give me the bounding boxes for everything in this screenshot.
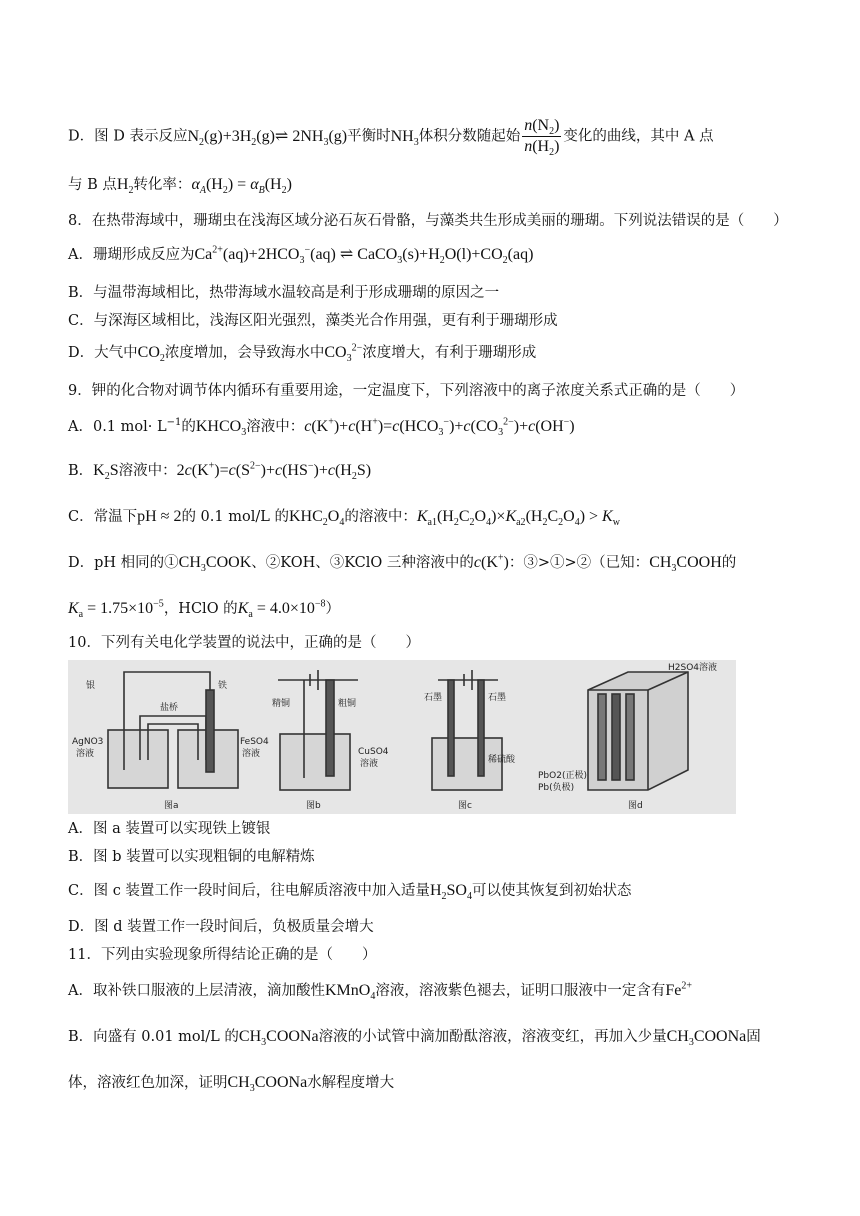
q10-option-d: D．图 d 装置工作一段时间后，负极质量会增大 bbox=[68, 919, 374, 935]
fig-c-solution: 稀硫酸 bbox=[488, 755, 516, 765]
text: 转化率： bbox=[133, 177, 192, 193]
text: 可以使其恢复到初始状态 bbox=[471, 883, 632, 899]
fig-a-right-solution-2: 溶液 bbox=[242, 749, 261, 759]
fig-d-neg-label: Pb(负极) bbox=[538, 783, 575, 793]
text: D．图 D 表示反应 bbox=[68, 128, 188, 145]
q8-option-d: D．大气中$CO_2$浓度增加，会导致海水中$CO_3^{2-}$浓度增大，有利于珊瑚形成 bbox=[68, 342, 537, 365]
text: ） bbox=[325, 601, 340, 617]
q10-option-b: B．图 b 装置可以实现粗铜的电解精炼 bbox=[68, 849, 315, 865]
fig-b-crude-cu-label: 粗铜 bbox=[338, 699, 357, 709]
fig-c-caption: 图c bbox=[458, 801, 472, 811]
text: 浓度增加，会导致海水中 bbox=[164, 345, 325, 361]
q7-option-d-line1: D．图 D 表示反应$N_2(g)+3H_2(g)\rightleftharpoons$ $2NH_3(g)$平衡时$NH_3$体积分数随起始 $\frac{n(N_2)}{n(H_2)}$ 变化的曲线，其中 A 点 bbox=[68, 117, 714, 159]
text: 溶液中： bbox=[118, 463, 177, 479]
text: A．0.1 mol· L bbox=[68, 419, 167, 435]
fig-d-caption: 图d bbox=[628, 801, 643, 811]
fig-b-solution: CuSO4 bbox=[358, 747, 389, 757]
text: 与 B 点 bbox=[68, 177, 117, 193]
apparatus-diagram bbox=[68, 660, 736, 814]
text: ：③>①>②（已知： bbox=[508, 555, 650, 571]
q10-option-a: A．图 a 装置可以实现铁上镀银 bbox=[68, 821, 271, 837]
q10-option-c: C．图 c 装置工作一段时间后，往电解质溶液中加入适量$H_2SO_4$可以使其恢复到初始状态 bbox=[68, 882, 632, 903]
fig-b-solution-2: 溶液 bbox=[360, 759, 379, 769]
text: C．常温下 bbox=[68, 509, 138, 525]
q11-option-b-line1: B．向盛有 0.01 mol/L 的$CH_3COONa$溶液的小试管中滴加酚酞溶液，溶液变红，再加入少量$CH_3COONa$固 bbox=[68, 1028, 761, 1049]
text: D．大气中 bbox=[68, 345, 138, 361]
text: B． bbox=[68, 463, 94, 479]
fig-c-left-label: 石墨 bbox=[424, 693, 443, 703]
text: 溶液，溶液紫色褪去，证明口服液中一定含有 bbox=[375, 983, 666, 999]
question-8-stem: 8．在热带海域中，珊瑚虫在浅海区域分泌石灰石骨骼，与藻类共生形成美丽的珊瑚。下列说法错误的是（ ） bbox=[68, 213, 788, 229]
text: C．图 c 装置工作一段时间后，往电解质溶液中加入适量 bbox=[68, 883, 430, 899]
text: 水解程度增大 bbox=[307, 1075, 395, 1091]
ratio-fraction: $\frac{n(N_2)}{n(H_2)}$ bbox=[524, 117, 560, 159]
text: 浓度增大，有利于珊瑚形成 bbox=[362, 345, 537, 361]
text: 体积分数随起始 bbox=[418, 128, 521, 145]
fig-b-pure-cu-label: 精铜 bbox=[272, 699, 291, 709]
text: 、②KOH、③KClO 三种溶液中的 bbox=[251, 555, 474, 571]
text: 变化的曲线，其中 A 点 bbox=[563, 128, 714, 145]
fig-d-top-label: H2SO4溶液 bbox=[668, 663, 718, 673]
text: 的 0.1 mol/L 的 bbox=[181, 509, 289, 525]
text: 的 bbox=[721, 555, 737, 571]
q9-option-a: A．0.1 $mol\cdot L^{-1}$的$KHCO_3$溶液中：$c(K^+)+c(H^+)=c(HCO_3^-)+c(CO_3^{2-})+c(OH^-)$ bbox=[68, 416, 575, 439]
fig-b-caption: 图b bbox=[306, 801, 321, 811]
text: 的溶液中： bbox=[344, 509, 417, 525]
q9-option-c: C．常温下pH ≈ 2的 0.1 mol/L 的$KHC_2O_4$的溶液中：$K_{a1}(H_2C_2O_4)\times K_{a2}(H_2C_2O_4) > K_w$ bbox=[68, 508, 620, 529]
q9-option-b: B．$K_2S$溶液中：$2c(K^+)=c(S^{2-})+c(HS^-)+c(H_2S)$ bbox=[68, 460, 372, 483]
fig-a-left-solution-2: 溶液 bbox=[76, 749, 95, 759]
fig-a-right-solution: FeSO4 bbox=[240, 737, 269, 747]
text: 平衡时 bbox=[347, 128, 391, 145]
question-10-stem: 10．下列有关电化学装置的说法中，正确的是（ ） bbox=[68, 635, 420, 651]
q8-option-b: B．与温带海域相比，热带海域水温较高是利于形成珊瑚的原因之一 bbox=[68, 285, 500, 301]
text: ，HClO 的 bbox=[163, 601, 238, 617]
fig-a-silver-label: 银 bbox=[86, 681, 96, 691]
text: 溶液的小试管中滴加酚酞溶液，溶液变红，再加入少量 bbox=[318, 1029, 667, 1045]
fig-a-left-solution: AgNO3 bbox=[72, 737, 104, 747]
q8-option-c: C．与深海区域相比，浅海区阳光强烈，藻类光合作用强，更有利于珊瑚形成 bbox=[68, 313, 558, 329]
q9-option-d-line1: D．pH 相同的$①CH_3COOK$、②KOH、③KClO 三种溶液中的c(K+)：③>①>②（已知：$CH_3COOH$的 bbox=[68, 552, 737, 575]
fig-d-pos-label: PbO2(正极) bbox=[538, 771, 587, 781]
q11-option-b-line2: 体，溶液红色加深，证明$CH_3COONa$水解程度增大 bbox=[68, 1074, 395, 1095]
text: A．珊瑚形成反应为 bbox=[68, 247, 195, 263]
text: 体，溶液红色加深，证明 bbox=[68, 1075, 228, 1091]
fig-a-iron-label: 铁 bbox=[218, 681, 228, 691]
q9-option-d-line2: $K_a = 1.75\times 10^{-5}$，HClO 的$K_a = 4.0\times 10^{-8}$） bbox=[68, 598, 340, 621]
text: A．取补铁口服液的上层清液，滴加酸性 bbox=[68, 983, 325, 999]
question-11-stem: 11．下列由实验现象所得结论正确的是（ ） bbox=[68, 947, 377, 963]
fig-a-caption: 图a bbox=[164, 801, 179, 811]
fig-a-bridge-label: 盐桥 bbox=[160, 703, 179, 713]
fig-c-right-label: 石墨 bbox=[488, 693, 507, 703]
electrochemistry-figure bbox=[68, 660, 736, 814]
q8-option-a: A．珊瑚形成反应为$Ca^{2+}(aq)+2HCO_3^-(aq)$ ⇌ $CaCO_3(s)+H_2O(l)+CO_2(aq)$ bbox=[68, 244, 534, 267]
text: D．pH 相同的① bbox=[68, 555, 179, 571]
q7-option-d-line2: 与 B 点$H_2$转化率：$\alpha_A(H_2) = \alpha_B(H_2)$ bbox=[68, 176, 292, 197]
question-9-stem: 9．钾的化合物对调节体内循环有重要用途，一定温度下，下列溶液中的离子浓度关系式正确的是（ ） bbox=[68, 383, 745, 399]
q11-option-a: A．取补铁口服液的上层清液，滴加酸性KMnO$_4$溶液，溶液紫色褪去，证明口服液中一定含有$Fe^{2+}$ bbox=[68, 980, 692, 1003]
text: 固 bbox=[746, 1029, 761, 1045]
text: B．向盛有 0.01 mol/L 的 bbox=[68, 1029, 239, 1045]
text: 溶液中： bbox=[246, 419, 305, 435]
text: 的 bbox=[181, 419, 196, 435]
